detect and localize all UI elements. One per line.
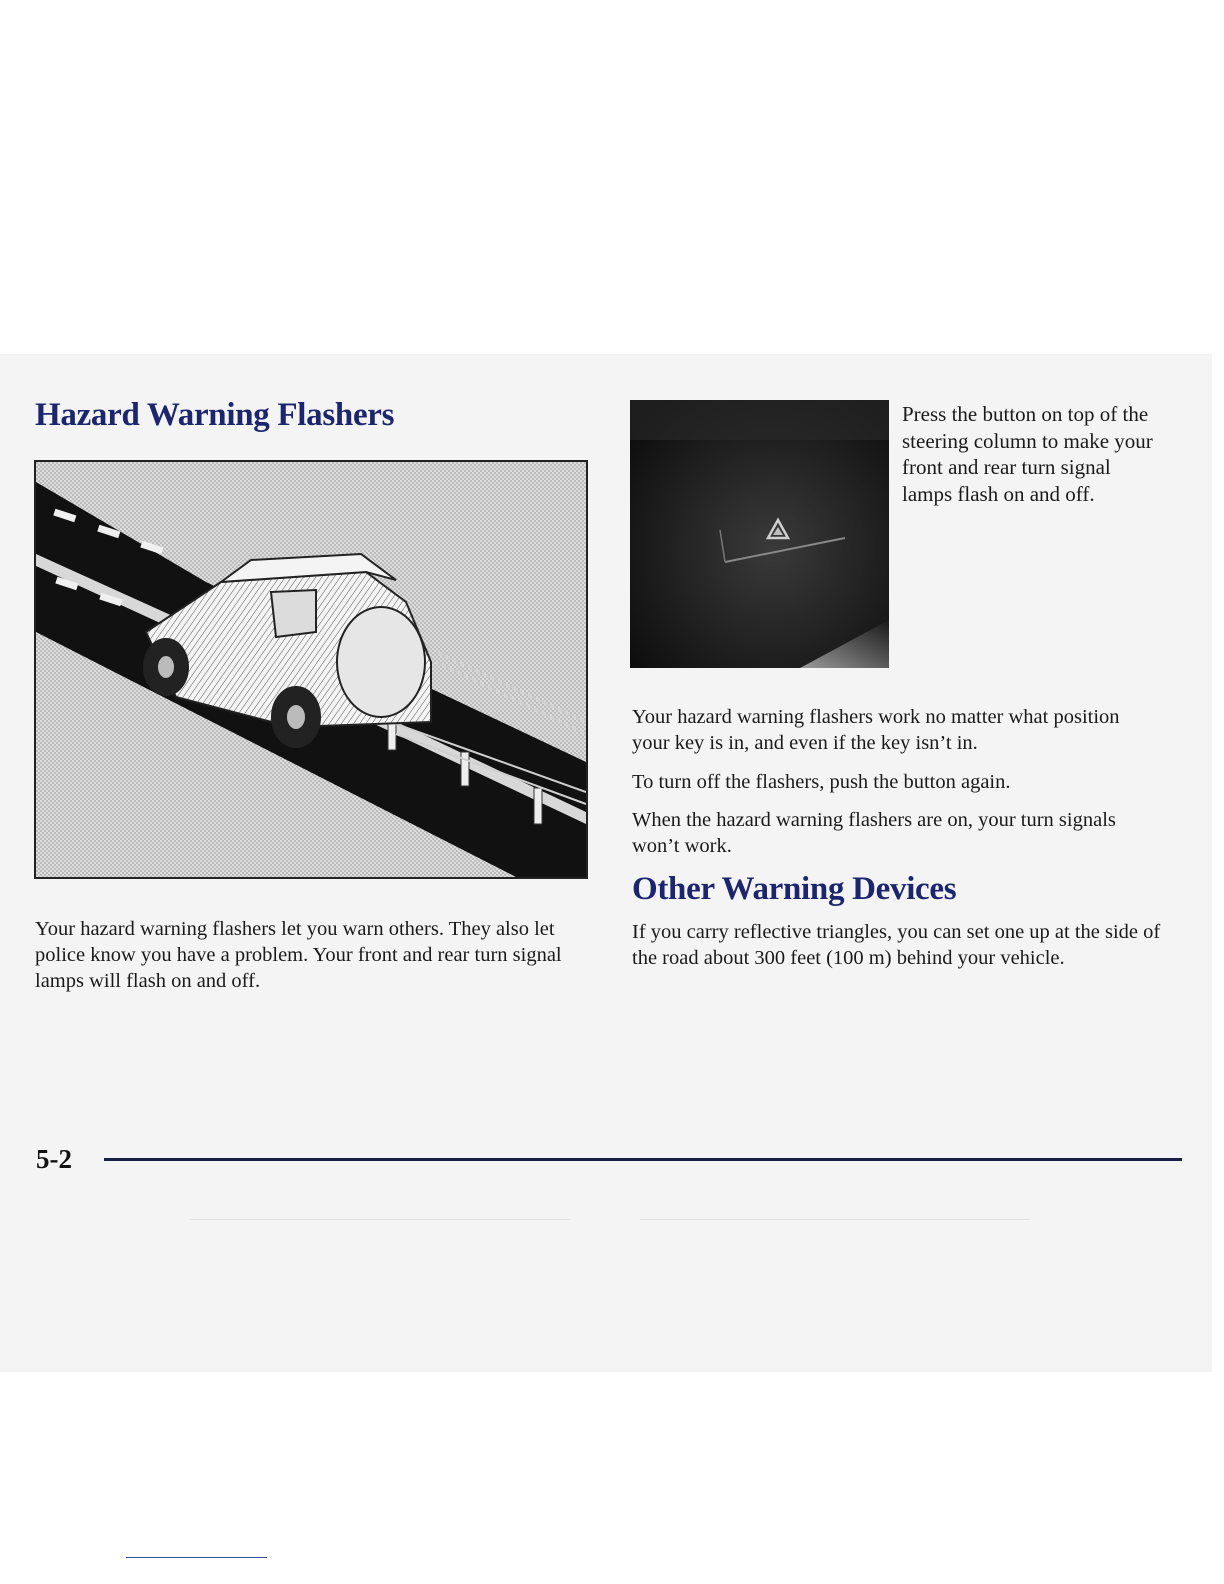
hazard-button-icon [630, 400, 889, 668]
vehicle-illustration [34, 460, 588, 879]
vehicle-on-roadside-icon [36, 462, 586, 877]
section-title-hazard: Hazard Warning Flashers [35, 397, 395, 433]
press-button-text: Press the button on top of the steering column to make your front and rear turn signal lamps flash on and off. [902, 402, 1153, 506]
hazard-intro-text: Your hazard warning flashers let you warn others. They also let police know you have a problem. Your front and rear turn signal lamps will flash on and off. [35, 918, 562, 992]
page-number: 5-2 [36, 1144, 72, 1174]
turn-off-text: To turn off the flashers, push the button again. [632, 771, 1011, 793]
hazard-button-photo [630, 400, 889, 668]
bottom-divider [126, 1557, 267, 1558]
flashers-work-text: Your hazard warning flashers work no matter what position your key is in, and even if the key isn’t in. [632, 706, 1120, 754]
section-title-other: Other Warning Devices [632, 871, 957, 907]
footer-rule [104, 1158, 1182, 1161]
scan-artifact-line [190, 1219, 570, 1220]
triangles-text: If you carry reflective triangles, you can set one up at the side of the road about 300 feet (100 m) behind your vehicle. [632, 921, 1161, 969]
turn-signals-text: When the hazard warning flashers are on, your turn signals won’t work. [632, 809, 1116, 857]
scan-artifact-line [640, 1219, 1030, 1220]
